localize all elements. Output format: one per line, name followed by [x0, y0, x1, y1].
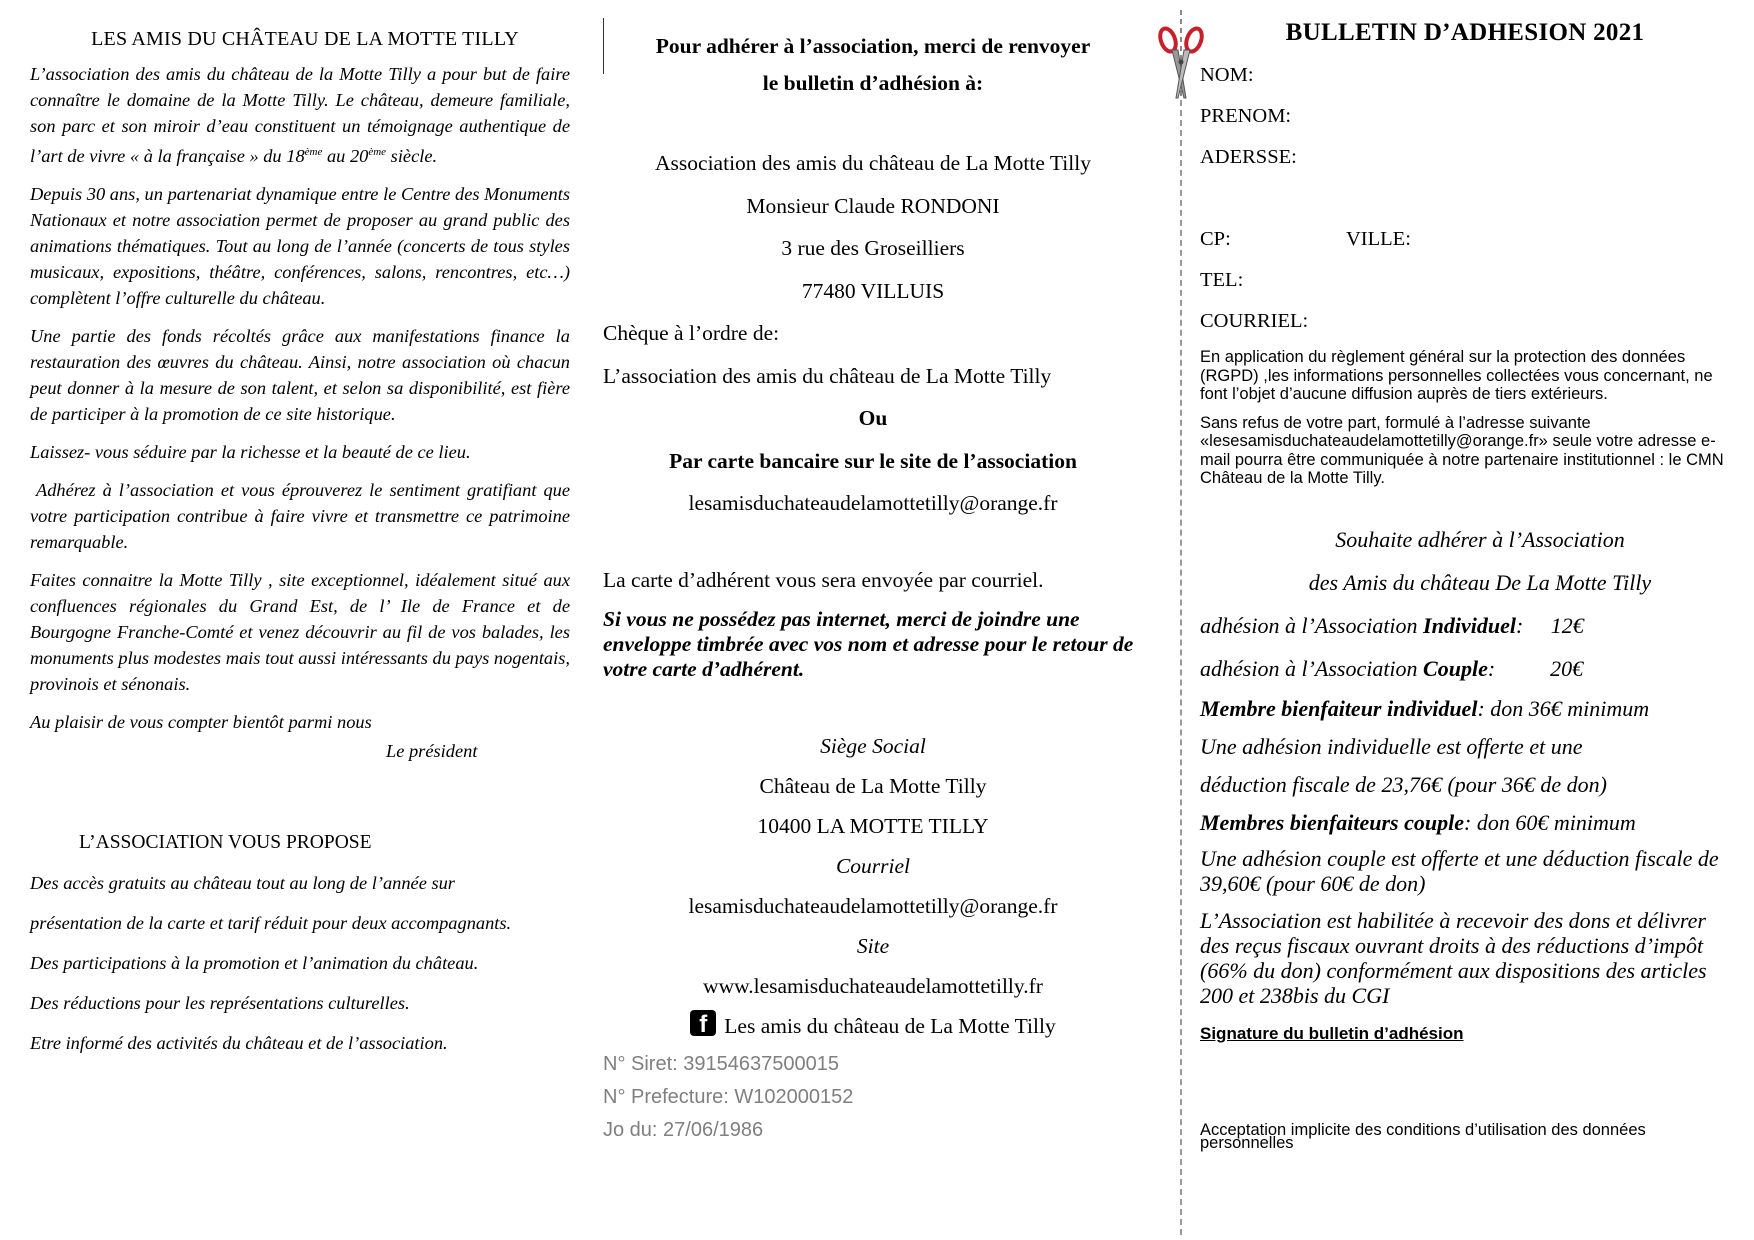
field-nom: NOM: — [1200, 64, 1254, 86]
offer-item: Etre informé des activités du château et de l’association. — [30, 1033, 448, 1054]
benefactor-amount: : don 60€ minimum — [1464, 809, 1636, 835]
field-cp: CP: — [1200, 228, 1231, 250]
benefactor-individual — [1200, 690, 1730, 728]
president-signature: Le président — [386, 741, 478, 762]
partnership-paragraph: Depuis 30 ans, un partenariat dynamique entre le Centre des Monuments Nationaux et notre association permet de proposer au grand public des animations thématiques. Tout au long de l’année (concerts de tous styles musicaux, expositions, théâtre, conférences, salons, rencontres, etc…) complètent l’offre culturelle du château. — [30, 184, 570, 309]
wish-line-1: Souhaite adhérer à l’Association — [1335, 526, 1625, 552]
cheque-label: Chèque à l’ordre de: — [603, 321, 780, 345]
individual-fee — [1200, 604, 1730, 647]
head-office-email[interactable]: lesamisduchateaudelamottetilly@orange.fr — [688, 893, 1058, 918]
or-label: Ou — [858, 406, 888, 430]
offer-item: Des réductions pour les représentations culturelles. — [30, 993, 410, 1014]
card-payment-label: Par carte bancaire sur le site de l’association — [669, 448, 1077, 473]
fee-label: adhésion à l’Association — [1200, 612, 1424, 638]
address-line: Monsieur Claude RONDONI — [746, 193, 1000, 218]
benefactor-couple — [1200, 804, 1730, 842]
cut-line — [1180, 90, 1182, 1235]
couple-fee — [1200, 647, 1730, 690]
offer-item: présentation de la carte et tarif réduit pour deux accompagnants. — [30, 913, 512, 934]
site-url[interactable]: www.lesamisduchateaudelamottetilly.fr — [703, 973, 1043, 998]
ordinal-suffix: ème — [368, 146, 387, 158]
discover-paragraph: Faites connaitre la Motte Tilly , site exceptionnel, idéalement situé aux confluences régionales du Grand Est, de l’ Ile de France et de Bourgogne Franche-Comté et venez découvrir au fil de vos balades, les monuments plus modestes mais tout aussi intéressants du pays nogentais, provinois et sénonais. — [30, 570, 570, 695]
signature-label: Signature du bulletin d’adhésion — [1200, 1023, 1464, 1043]
benefactor-type: Membres bienfaiteurs couple — [1200, 809, 1464, 835]
email-label: Courriel — [835, 853, 911, 878]
fee-type: Individuel — [1423, 612, 1516, 638]
century-mid: au 20 — [322, 146, 369, 167]
no-internet-note: Si vous ne possédez pas internet, merci de joindre une enveloppe timbrée avec vos nom et adresse pour le retour de votre carte d’adhérent. — [603, 606, 1134, 681]
offers-title: L’ASSOCIATION VOUS PROPOSE — [79, 832, 372, 854]
rgpd-notice: En application du règlement général sur la protection des données (RGPD) ,les informations personnelles collectées vous concernant, ne font l’objet d’aucune diffusion auprès de tiers extérieurs. — [1200, 348, 1713, 403]
address-line: Association des amis du château de La Motte Tilly — [655, 151, 1091, 175]
facebook-link[interactable] — [603, 1006, 1143, 1046]
fee-price: : 12€ — [1515, 612, 1584, 638]
field-cp-ville — [1200, 219, 1730, 260]
intro-paragraph — [30, 61, 570, 169]
association-title: LES AMIS DU CHÂTEAU DE LA MOTTE TILLY — [91, 28, 519, 50]
site-label: Site — [856, 933, 890, 958]
ordinal-suffix: ème — [304, 146, 323, 158]
address-line: 3 rue des Groseilliers — [781, 236, 965, 260]
offer-item: Des accès gratuits au château tout au long de l’année sur — [30, 873, 455, 894]
membership-form-column — [1200, 14, 1730, 1150]
benefactor-type: Membre bienfaiteur individuel — [1200, 695, 1478, 721]
contact-email[interactable]: lesamisduchateaudelamottetilly@orange.fr — [688, 491, 1058, 515]
century-start: 18 — [286, 146, 305, 167]
address-line: 77480 VILLUIS — [801, 278, 945, 303]
donations-notice: L’Association est habilitée à recevoir des dons et délivrer des reçus fiscaux ouvrant droits à des réductions d’impôt (66% du don) conformément aux dispositions des articles 200 et 238bis du CGI — [1200, 907, 1707, 1008]
cheque-payee: L’association des amis du château de La Motte Tilly — [603, 363, 1052, 388]
send-heading-2: le bulletin d’adhésion à: — [762, 71, 984, 95]
card-sent-note: La carte d’adhérent vous sera envoyée par courriel. — [603, 567, 1044, 592]
field-tel: TEL: — [1200, 269, 1244, 291]
acceptance-notice: Acceptation implicite des conditions d’utilisation des données personnelles — [1200, 1120, 1646, 1152]
head-office-label: Siège Social — [820, 733, 926, 758]
fee-type: Couple — [1423, 655, 1488, 681]
intro-text: L’association des amis du château de la Motte Tilly a pour but de faire connaître le domaine de la Motte Tilly. Le château, demeure familiale, son parc et son miroir d’eau constituent un témoignage authentique de l’art de vivre « à la française » du — [30, 64, 570, 167]
century-end: siècle. — [386, 146, 438, 167]
head-office-name: Château de La Motte Tilly — [759, 773, 987, 798]
join-paragraph: Adhérez à l’association et vous éprouverez le sentiment gratifiant que votre participation contribue à faire vivre et transmettre ce patrimoine remarquable. — [30, 480, 570, 553]
prefecture-number: N° Prefecture: W102000152 — [603, 1085, 854, 1108]
funds-paragraph: Une partie des fonds récoltés grâce aux manifestations finance la restauration des œuvres du château. Ainsi, notre association où chacun peut donner à la mesure de son talent, et selon sa disponibilité, est fière de participer à la promotion de ce site historique. — [30, 326, 570, 425]
benefactor-individual-deduction: déduction fiscale de 23,76€ (pour 36€ de don) — [1200, 771, 1607, 797]
field-courriel: COURRIEL: — [1200, 310, 1309, 332]
fee-price: : 20€ — [1487, 655, 1584, 681]
benefactor-couple-desc: Une adhésion couple est offerte et une déduction fiscale de 39,60€ (pour 60€ de don) — [1200, 845, 1719, 896]
membership-info-column — [603, 28, 1143, 1147]
field-ville: VILLE: — [1346, 228, 1411, 250]
benefactor-individual-desc: Une adhésion individuelle est offerte et une — [1200, 733, 1583, 759]
seduction-paragraph: Laissez- vous séduire par la richesse et la beauté de ce lieu. — [30, 442, 471, 463]
field-prenom: PRENOM: — [1200, 105, 1292, 127]
facebook-name: Les amis du château de La Motte Tilly — [724, 1013, 1056, 1038]
fee-label: adhésion à l’Association — [1200, 655, 1424, 681]
closing-line: Au plaisir de vous compter bientôt parmi nous — [30, 712, 372, 733]
field-adresse: ADERSSE: — [1200, 146, 1297, 168]
head-office-city: 10400 LA MOTTE TILLY — [757, 813, 989, 838]
facebook-icon: f — [690, 1010, 716, 1036]
presentation-column — [30, 28, 570, 1070]
rgpd-email-notice: Sans refus de votre part, formulé à l’adresse suivante «lesesamisduchateaudelamottetilly@orange.fr» seule votre adresse e-mail pourra être communiquée à notre partenaire institutionnel : le CMN Château de la Motte Tilly. — [1200, 413, 1724, 487]
benefactor-amount: : don 36€ minimum — [1477, 695, 1650, 721]
offer-item: Des participations à la promotion et l’animation du château. — [30, 953, 479, 974]
form-title: BULLETIN D’ADHESION 2021 — [1285, 19, 1645, 46]
siret-number: N° Siret: 39154637500015 — [603, 1052, 839, 1075]
wish-line-2: des Amis du château De La Motte Tilly — [1308, 569, 1652, 595]
jo-date: Jo du: 27/06/1986 — [603, 1118, 764, 1141]
send-heading: Pour adhérer à l’association, merci de renvoyer — [655, 34, 1091, 58]
